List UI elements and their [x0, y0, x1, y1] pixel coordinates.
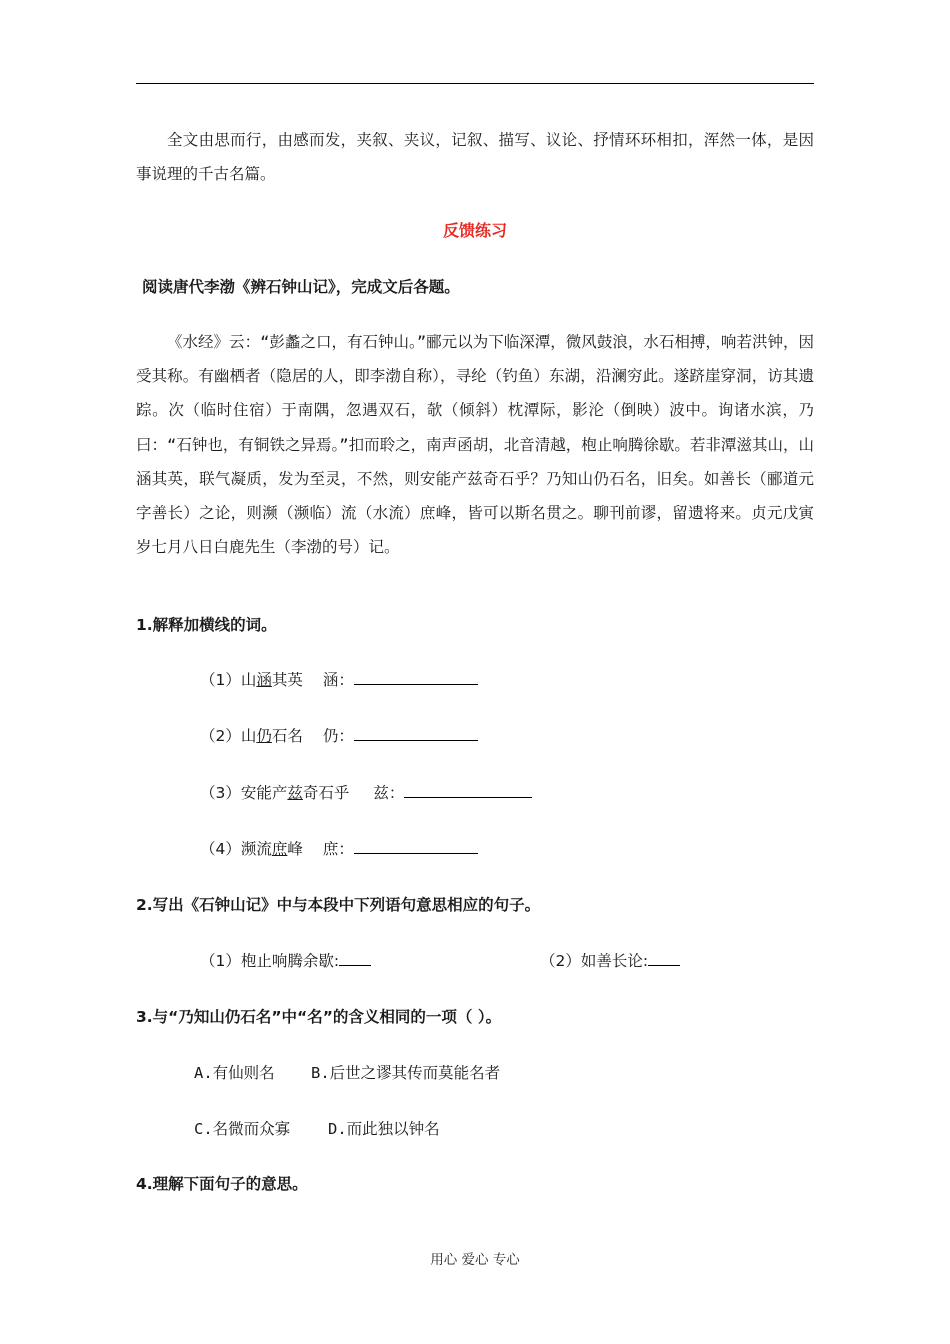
answer-blank[interactable] [354, 839, 478, 854]
q3-option-a: A.有仙则名 [194, 1064, 275, 1082]
q1-underlined-word: 仍 [256, 727, 272, 745]
q2-item-2 [540, 949, 680, 971]
q1-item-pre: 山 [240, 671, 257, 689]
q2-item-2-text: （2）如善长论: [540, 952, 649, 970]
q1-item-num: （2） [200, 727, 241, 745]
q1-item-num: （1） [200, 671, 241, 689]
question-1-title: 1.解释加横线的词。 [136, 616, 277, 634]
q1-item-num: （3） [200, 784, 241, 802]
q1-item-pre: 濒流 [240, 840, 272, 858]
q1-item-post: 其英 [271, 671, 303, 689]
section-title: 反馈练习 [442, 221, 507, 240]
answer-blank[interactable] [404, 783, 532, 798]
q3-option-d: D.而此独以钟名 [328, 1120, 440, 1138]
q1-item-post: 峰 [287, 840, 303, 858]
q1-item-label: 庶： [322, 840, 354, 858]
q1-item-post: 石名 [271, 727, 303, 745]
q2-item-1-text: （1）枹止响腾余歇: [200, 952, 340, 970]
question-4-title: 4.理解下面句子的意思。 [136, 1175, 308, 1193]
reading-intro: 阅读唐代李渤《辨石钟山记》，完成文后各题。 [142, 278, 460, 296]
q1-item-2 [200, 724, 478, 746]
q1-underlined-word: 庶 [271, 840, 288, 858]
page-footer: 用心 爱心 专心 [430, 1252, 520, 1268]
q1-item-4 [200, 837, 478, 859]
q2-item-1 [200, 949, 371, 971]
q1-item-1 [200, 668, 478, 690]
q1-underlined-word: 兹 [287, 784, 303, 802]
question-2-title: 2.写出《石钟山记》中与本段中下列语句意思相应的句子。 [136, 896, 541, 914]
header-rule [136, 83, 814, 84]
q1-item-label: 涵： [322, 671, 354, 689]
q3-option-c: C.名微而众寡 [194, 1120, 291, 1138]
q1-item-post: 奇石乎 [302, 784, 350, 802]
summary-paragraph: 全文由思而行，由感而发，夹叙、夹议，记叙、描写、议论、抒情环环相扣，浑然一体，是因事说理的千古名篇。 [136, 131, 814, 183]
q1-item-label: 仍： [322, 727, 354, 745]
answer-blank[interactable] [339, 951, 371, 966]
q1-underlined-word: 涵 [256, 671, 272, 689]
q3-option-b: B.后世之谬其传而莫能名者 [311, 1064, 501, 1082]
answer-blank[interactable] [354, 670, 478, 685]
passage-text: 《水经》云：“彭蠡之口，有石钟山。”郦元以为下临深潭，微风鼓浪，水石相搏，响若洪钟，因受其称。有幽栖者（隐居的人，即李渤自称），寻纶（钓鱼）东湖，沿澜穷此。遂跻崖穿洞，访其遗踪。次（临时住宿）于南隅，忽遇双石，欹（倾斜）枕潭际，影沦（倒映）波中。询诸水滨，乃曰：“石钟也，有铜铁之异焉。”扣而聆之，南声函胡，北音清越，枹止响腾徐歇。若非潭滋其山，山涵其英，联气凝质，发为至灵，不然，则安能产兹奇石乎？乃知山仍石名，旧矣。如善长（郦道元字善长）之论，则濒（濒临）流（水流）庶峰，皆可以斯名贯之。聊刊前谬，留遗将来。贞元戊寅岁七月八日白鹿先生（李渤的号）记。 [136, 333, 814, 557]
q1-item-pre: 山 [240, 727, 257, 745]
q1-item-num: （4） [200, 840, 241, 858]
question-3-title: 3.与“乃知山仍石名”中“名”的含义相同的一项（ ）。 [136, 1008, 502, 1026]
answer-blank[interactable] [354, 726, 478, 741]
q1-item-label: 兹： [373, 784, 405, 802]
answer-blank[interactable] [648, 951, 680, 966]
q1-item-3 [200, 781, 532, 803]
q1-item-pre: 安能产 [240, 784, 288, 802]
